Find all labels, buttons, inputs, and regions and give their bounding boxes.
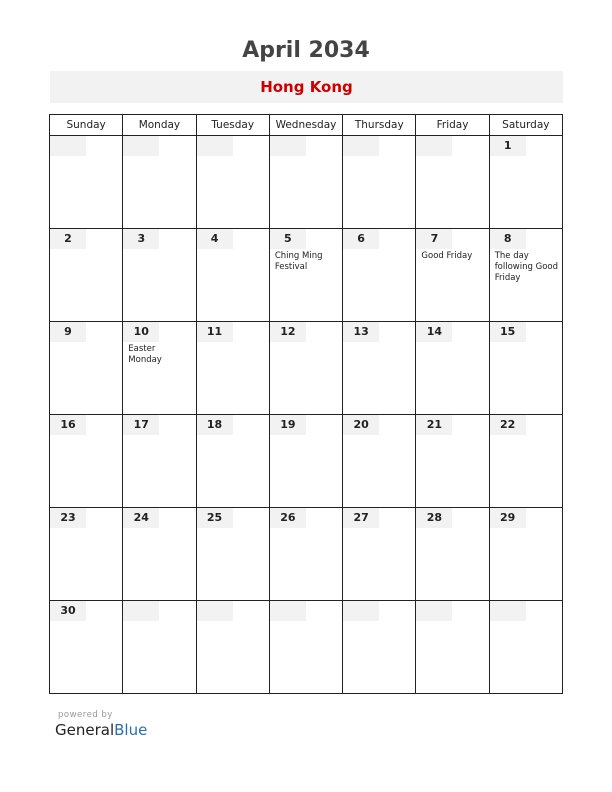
- day-cell: [343, 322, 416, 415]
- day-number: 9: [50, 322, 86, 342]
- brand-general: General: [55, 721, 115, 739]
- day-number: 23: [50, 508, 86, 528]
- day-cell: [123, 601, 196, 694]
- day-cell: [50, 601, 123, 694]
- holiday-label: The day following Good Friday: [494, 251, 558, 283]
- day-number: 8: [490, 229, 526, 249]
- day-cell: [416, 322, 489, 415]
- day-cell: [269, 322, 342, 415]
- day-cell: [489, 322, 562, 415]
- page-title: April 2034: [242, 38, 370, 63]
- day-cell: [123, 508, 196, 601]
- day-number: 18: [197, 415, 233, 435]
- brand-logo: [55, 721, 147, 739]
- powered-by-text: powered by: [58, 710, 113, 720]
- weekday-header: Tuesday: [196, 115, 269, 136]
- day-number: 6: [343, 229, 379, 249]
- weekday-header: Monday: [123, 115, 196, 136]
- day-number: 17: [123, 415, 159, 435]
- day-number: [123, 136, 159, 156]
- day-number: 3: [123, 229, 159, 249]
- week-row: [50, 601, 563, 694]
- day-cell: [416, 229, 489, 322]
- day-number: 16: [50, 415, 86, 435]
- day-number: [197, 136, 233, 156]
- day-cell: [50, 136, 123, 229]
- day-cell: [123, 229, 196, 322]
- weekday-header: Wednesday: [269, 115, 342, 136]
- day-cell: [123, 322, 196, 415]
- day-number: [490, 601, 526, 621]
- day-cell: [269, 136, 342, 229]
- day-cell: [196, 508, 269, 601]
- week-row: [50, 322, 563, 415]
- day-number: 22: [490, 415, 526, 435]
- day-cell: [196, 229, 269, 322]
- day-cell: [196, 322, 269, 415]
- day-cell: [489, 415, 562, 508]
- day-cell: [343, 415, 416, 508]
- weekday-header: Friday: [416, 115, 489, 136]
- day-number: [270, 136, 306, 156]
- day-cell: [196, 601, 269, 694]
- day-cell: [489, 601, 562, 694]
- day-number: [416, 136, 452, 156]
- day-cell: [196, 415, 269, 508]
- holiday-label: Ching Ming Festival: [274, 251, 323, 272]
- day-number: 20: [343, 415, 379, 435]
- day-number: 28: [416, 508, 452, 528]
- day-number: 1: [490, 136, 526, 156]
- day-cell: [269, 601, 342, 694]
- day-number: 15: [490, 322, 526, 342]
- calendar-grid: [49, 114, 563, 694]
- day-cell: [416, 136, 489, 229]
- footer-branding: [55, 710, 147, 739]
- day-cell: [416, 415, 489, 508]
- day-number: 5: [270, 229, 306, 249]
- day-number: 13: [343, 322, 379, 342]
- day-number: 14: [416, 322, 452, 342]
- day-number: 7: [416, 229, 452, 249]
- day-number: 4: [197, 229, 233, 249]
- day-cell: [269, 508, 342, 601]
- day-number: 25: [197, 508, 233, 528]
- holiday-label: Good Friday: [421, 251, 473, 261]
- day-cell: [416, 508, 489, 601]
- week-row: [50, 415, 563, 508]
- weekday-header: Sunday: [50, 115, 123, 136]
- weekday-header-row: [50, 115, 563, 136]
- day-cell: [196, 136, 269, 229]
- day-number: [416, 601, 452, 621]
- weekday-header: Saturday: [489, 115, 562, 136]
- country-name: Hong Kong: [260, 78, 353, 96]
- week-row: [50, 508, 563, 601]
- week-row: [50, 136, 563, 229]
- weekday-header: Thursday: [343, 115, 416, 136]
- day-cell: [343, 508, 416, 601]
- day-number: 27: [343, 508, 379, 528]
- day-number: 30: [50, 601, 86, 621]
- day-cell: [489, 136, 562, 229]
- day-number: 21: [416, 415, 452, 435]
- day-number: [50, 136, 86, 156]
- day-number: 2: [50, 229, 86, 249]
- day-cell: [416, 601, 489, 694]
- day-cell: [269, 229, 342, 322]
- day-cell: [50, 322, 123, 415]
- day-cell: [343, 229, 416, 322]
- day-cell: [50, 415, 123, 508]
- day-number: [197, 601, 233, 621]
- day-number: [343, 136, 379, 156]
- day-number: [343, 601, 379, 621]
- day-number: [123, 601, 159, 621]
- day-cell: [269, 415, 342, 508]
- day-cell: [50, 229, 123, 322]
- day-cell: [343, 136, 416, 229]
- day-cell: [123, 136, 196, 229]
- day-number: 24: [123, 508, 159, 528]
- day-cell: [50, 508, 123, 601]
- day-number: 26: [270, 508, 306, 528]
- day-cell: [489, 508, 562, 601]
- country-banner: [50, 71, 563, 103]
- day-cell: [489, 229, 562, 322]
- brand-blue: Blue: [114, 721, 148, 739]
- holiday-label: Easter Monday: [128, 344, 162, 365]
- day-number: [270, 601, 306, 621]
- day-number: 10: [123, 322, 159, 342]
- day-number: 29: [490, 508, 526, 528]
- day-cell: [123, 415, 196, 508]
- day-number: 19: [270, 415, 306, 435]
- week-row: [50, 229, 563, 322]
- day-cell: [343, 601, 416, 694]
- day-number: 12: [270, 322, 306, 342]
- day-number: 11: [197, 322, 233, 342]
